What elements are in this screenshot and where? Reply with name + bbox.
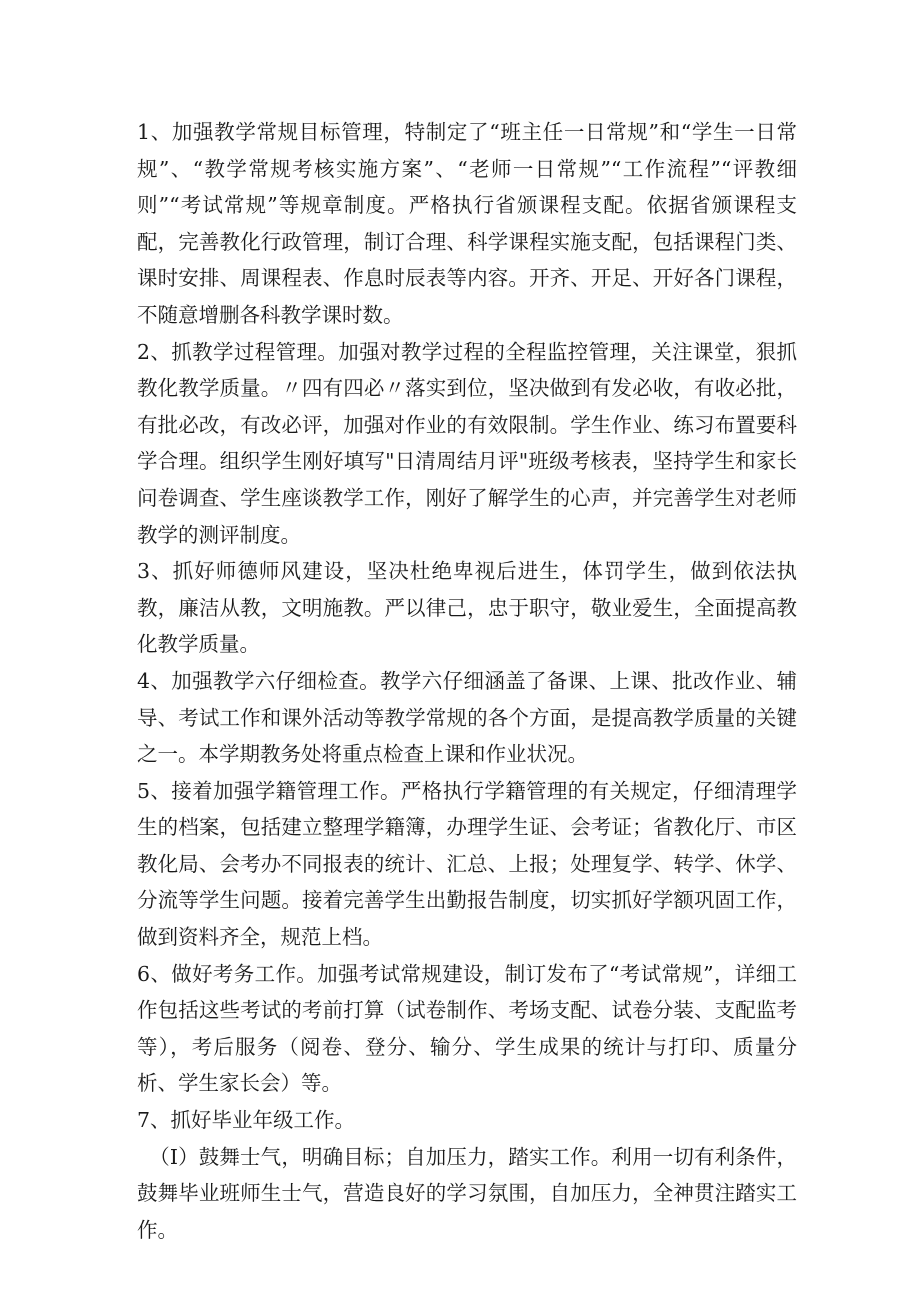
paragraph-6: 6、做好考务工作。加强考试常规建设，制订发布了“考试常规”，详细工作包括这些考试的考前打算（试卷制作、考场支配、试卷分装、支配监考等），考后服务（阅卷、登分、输分、学生成果的统计与打印、质量分析、学生家长会）等。 [137, 961, 797, 1096]
paragraph-3: 3、抓好师德师风建设，坚决杜绝卑视后进生，体罚学生，做到依法执教，廉洁从教，文明施教。严以律己，忠于职守，敬业爱生，全面提高教化教学质量。 [137, 559, 797, 657]
paragraph-2: 2、抓教学过程管理。加强对教学过程的全程监控管理，关注课堂，狠抓教化教学质量。〃四有四必〃落实到位，坚决做到有发必收，有收必批，有批必改，有改必评，加强对作业的有效限制。学生作业、练习布置要科学合理。组织学生刚好填写"日清周结月评"班级考核表，坚持学生和家长问卷调查、学生座谈教学工作，刚好了解学生的心声，并完善学生对老师教学的测评制度。 [137, 339, 797, 547]
paragraph-7: 7、抓好毕业年级工作。 [137, 1108, 356, 1133]
paragraph-1: 1、加强教学常规目标管理，特制定了“班主任一日常规”和“学生一日常规”、“教学常规考核实施方案”、“老师一日常规”“工作流程”“评教细则”“考试常规”等规章制度。严格执行省颁课程支配。依据省颁课程支配，完善教化行政管理，制订合理、科学课程实施支配，包括课程门类、课时安排、周课程表、作息时辰表等内容。开齐、开足、开好各门课程，不随意增删各科教学课时数。 [137, 120, 797, 327]
paragraph-7-1: （I）鼓舞士气，明确目标；自加压力，踏实工作。利用一切有利条件，鼓舞毕业班师生士气，营造良好的学习氛围，自加压力，全神贯注踏实工作。 [137, 1144, 797, 1242]
paragraph-5: 5、接着加强学籍管理工作。严格执行学籍管理的有关规定，仔细清理学生的档案，包括建立整理学籍簿，办理学生证、会考证；省教化厅、市区教化局、会考办不同报表的统计、汇总、上报；处理复学、转学、休学、分流等学生问题。接着完善学生出勤报告制度，切实抓好学额巩固工作，做到资料齐全，规范上档。 [137, 778, 797, 950]
document-body [137, 114, 797, 1248]
paragraph-4: 4、加强教学六仔细检查。教学六仔细涵盖了备课、上课、批改作业、辅导、考试工作和课外活动等教学常规的各个方面，是提高教学质量的关键之一。本学期教务处将重点检查上课和作业状况。 [137, 668, 797, 767]
